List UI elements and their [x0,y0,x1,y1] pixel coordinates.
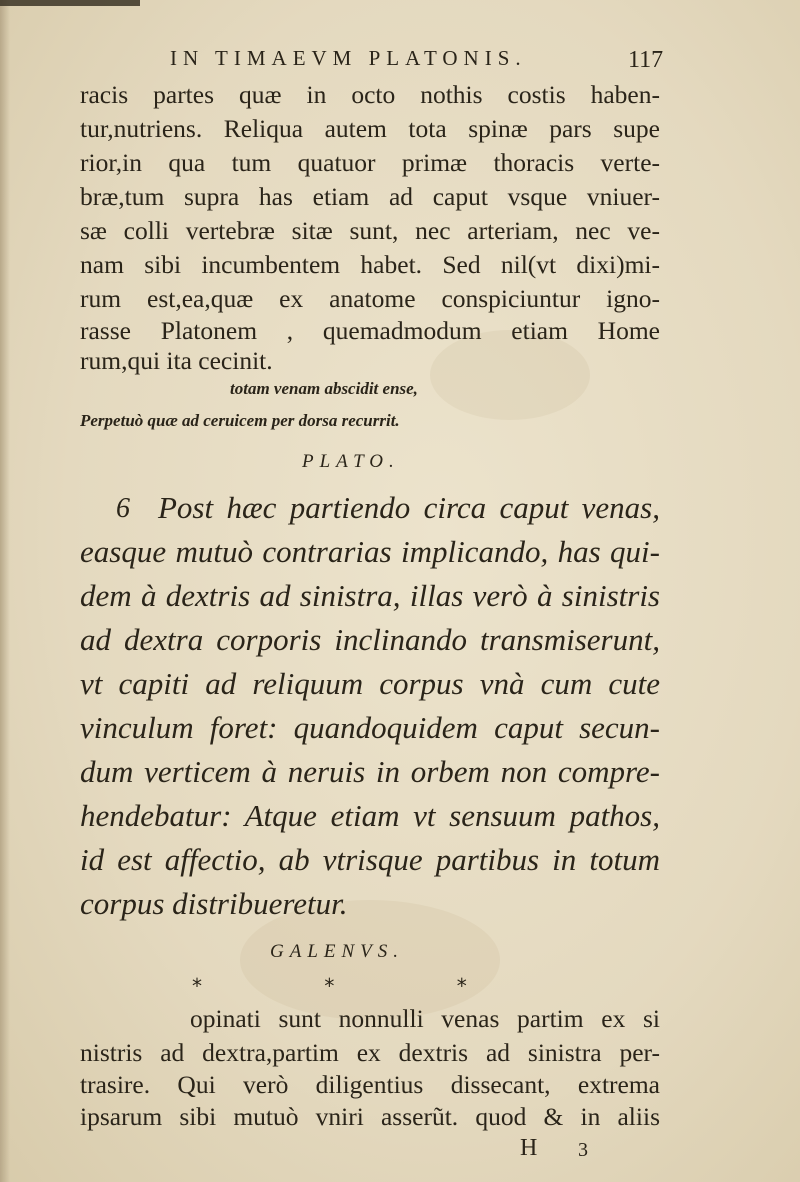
page-edge-shadow [0,0,10,1182]
text-line: tur,nutriens. Reliqua autem tota spinæ pars supe [80,114,660,143]
section-number: 6 [116,493,130,524]
text-line: bræ,tum supra has etiam ad caput vsque vniuer- [80,182,660,211]
section-heading-plato: PLATO. [302,451,400,472]
quote-line: totam venam abscidit ense, [230,379,418,398]
text-line: id est affectio, ab vtrisque partibus in totum [80,842,660,877]
text-line: easque mutuò contrarias implicando, has qui- [80,534,660,569]
text-line: vinculum foret: quandoquidem caput secun- [80,710,660,745]
section-heading-galenus: GALENVS. [270,941,405,962]
quote-line: Perpetuò quæ ad ceruicem per dorsa recurrit. [80,411,400,430]
text-line: racis partes quæ in octo nothis costis haben- [80,80,660,109]
text-line: rum est,ea,quæ ex anatome conspiciuntur igno- [80,284,660,313]
text-line: rior,in qua tum quatuor primæ thoracis verte- [80,148,660,177]
text-line: ad dextra corporis inclinando transmiserunt, [80,622,660,657]
text-line: sæ colli vertebræ sitæ sunt, nec arteriam, nec ve- [80,216,660,245]
signature-number: 3 [578,1139,588,1161]
text-line: corpus distribueretur. [80,886,348,921]
text-line: vt capiti ad reliquum corpus vnà cum cute [80,666,660,701]
top-ink-rule [0,0,140,6]
text-line: opinati sunt nonnulli venas partim ex si [190,1004,660,1033]
text-line: nistris ad dextra,partim ex dextris ad sinistra per- [80,1038,660,1067]
running-head: IN TIMAEVM PLATONIS. [170,46,527,70]
text-line: trasire. Qui verò diligentius dissecant, extrema [80,1070,660,1099]
text-line: dem à dextris ad sinistra, illas verò à sinistris [80,578,660,613]
text-line: dum verticem à neruis in orbem non compre- [80,754,660,789]
signature-mark: H [520,1135,538,1161]
text-line: hendebatur: Atque etiam vt sensuum pathos, [80,798,660,833]
asterism: * * * [192,974,525,998]
text-line: ipsarum sibi mutuò vniri asserũt. quod & in aliis [80,1102,660,1131]
text-line: Post hæc partiendo circa caput venas, [158,490,660,525]
text-line: rum,qui ita cecinit. [80,346,273,375]
text-line: nam sibi incumbentem habet. Sed nil(vt dixi)mi- [80,250,660,279]
text-line: rasse Platonem , quemadmodum etiam Home [80,316,660,345]
page-number: 117 [628,47,664,73]
